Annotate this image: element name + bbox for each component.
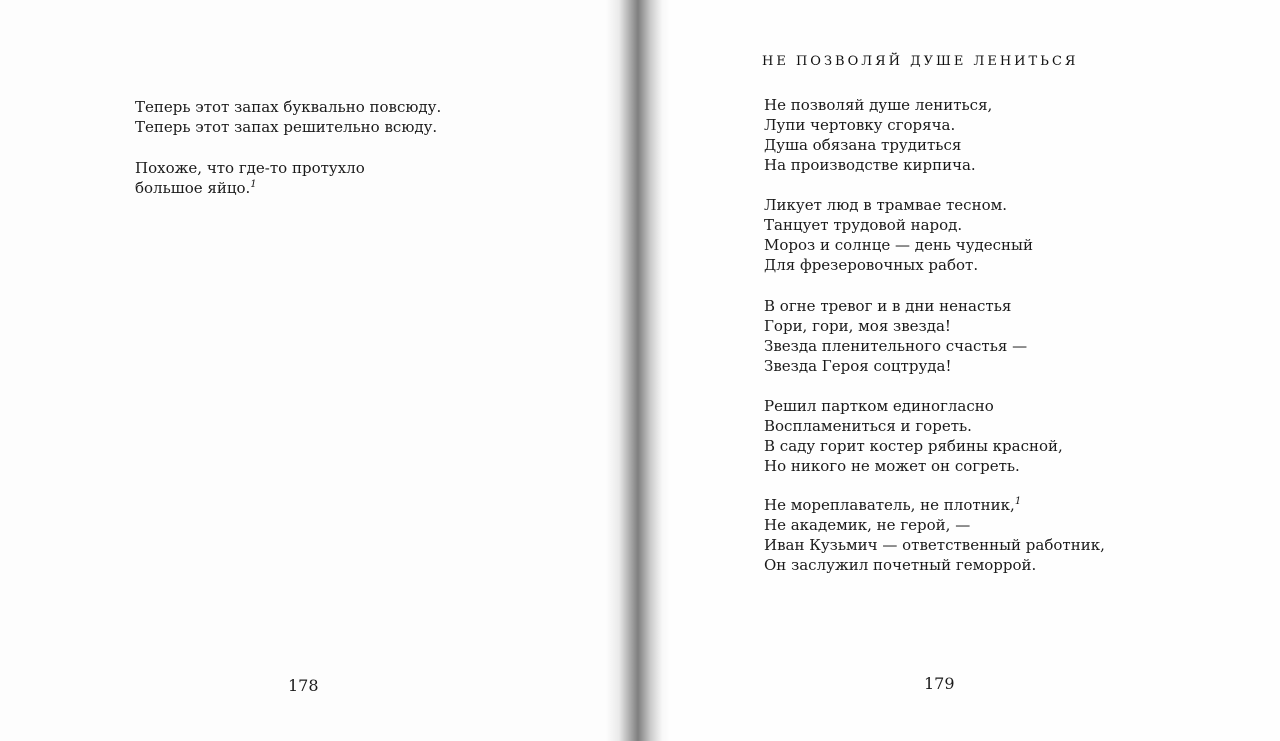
- poem-line: Звезда Героя соцтруда!: [764, 357, 952, 375]
- footnote-marker: 1: [250, 179, 257, 190]
- right-stanza-3: [764, 296, 1027, 376]
- poem-line: Но никого не может он согреть.: [764, 457, 1020, 475]
- poem-line: большое яйцо.$^1$: [135, 179, 257, 197]
- right-stanza-4: [764, 396, 1063, 476]
- poem-line: Теперь этот запах решительно всюду.: [135, 118, 438, 136]
- page-number-left: 178: [288, 676, 319, 695]
- poem-line: Душа обязана трудиться: [764, 136, 962, 154]
- poem-line: Мороз и солнце — день чудесный: [764, 236, 1033, 254]
- poem-line: Иван Кузьмич — ответственный работник,: [764, 536, 1105, 554]
- poem-line: Решил партком единогласно: [764, 397, 994, 415]
- poem-line: Воспламениться и гореть.: [764, 417, 972, 435]
- page-number-right: 179: [924, 674, 955, 693]
- poem-line: Лупи чертовку сгоряча.: [764, 116, 956, 134]
- poem-line: Теперь этот запах буквально повсюду.: [135, 98, 442, 116]
- poem-line: Он заслужил почетный геморрой.: [764, 556, 1037, 574]
- poem-line: Не мореплаватель, не плотник,$^1$: [764, 496, 1022, 514]
- left-stanza-2: [135, 158, 365, 198]
- right-stanza-5: [764, 495, 1105, 575]
- poem-line: Танцует трудовой народ.: [764, 216, 963, 234]
- poem-line: В огне тревог и в дни ненастья: [764, 297, 1012, 315]
- left-stanza-1: [135, 97, 441, 137]
- right-stanza-2: [764, 195, 1033, 275]
- poem-line: Не позволяй душе лениться,: [764, 96, 993, 114]
- poem-line: Ликует люд в трамвае тесном.: [764, 196, 1008, 214]
- poem-line: Не академик, не герой, —: [764, 516, 971, 534]
- poem-line: Похоже, что где-то протухло: [135, 159, 365, 177]
- poem-line: Для фрезеровочных работ.: [764, 256, 979, 274]
- poem-line: На производстве кирпича.: [764, 156, 976, 174]
- poem-title: НЕ ПОЗВОЛЯЙ ДУШЕ ЛЕНИТЬСЯ: [762, 54, 1079, 69]
- poem-line: Звезда пленительного счастья —: [764, 337, 1028, 355]
- right-stanza-1: [764, 95, 992, 175]
- poem-line: В саду горит костер рябины красной,: [764, 437, 1063, 455]
- footnote-marker: 1: [1014, 496, 1022, 507]
- poem-line: Гори, гори, моя звезда!: [764, 317, 951, 335]
